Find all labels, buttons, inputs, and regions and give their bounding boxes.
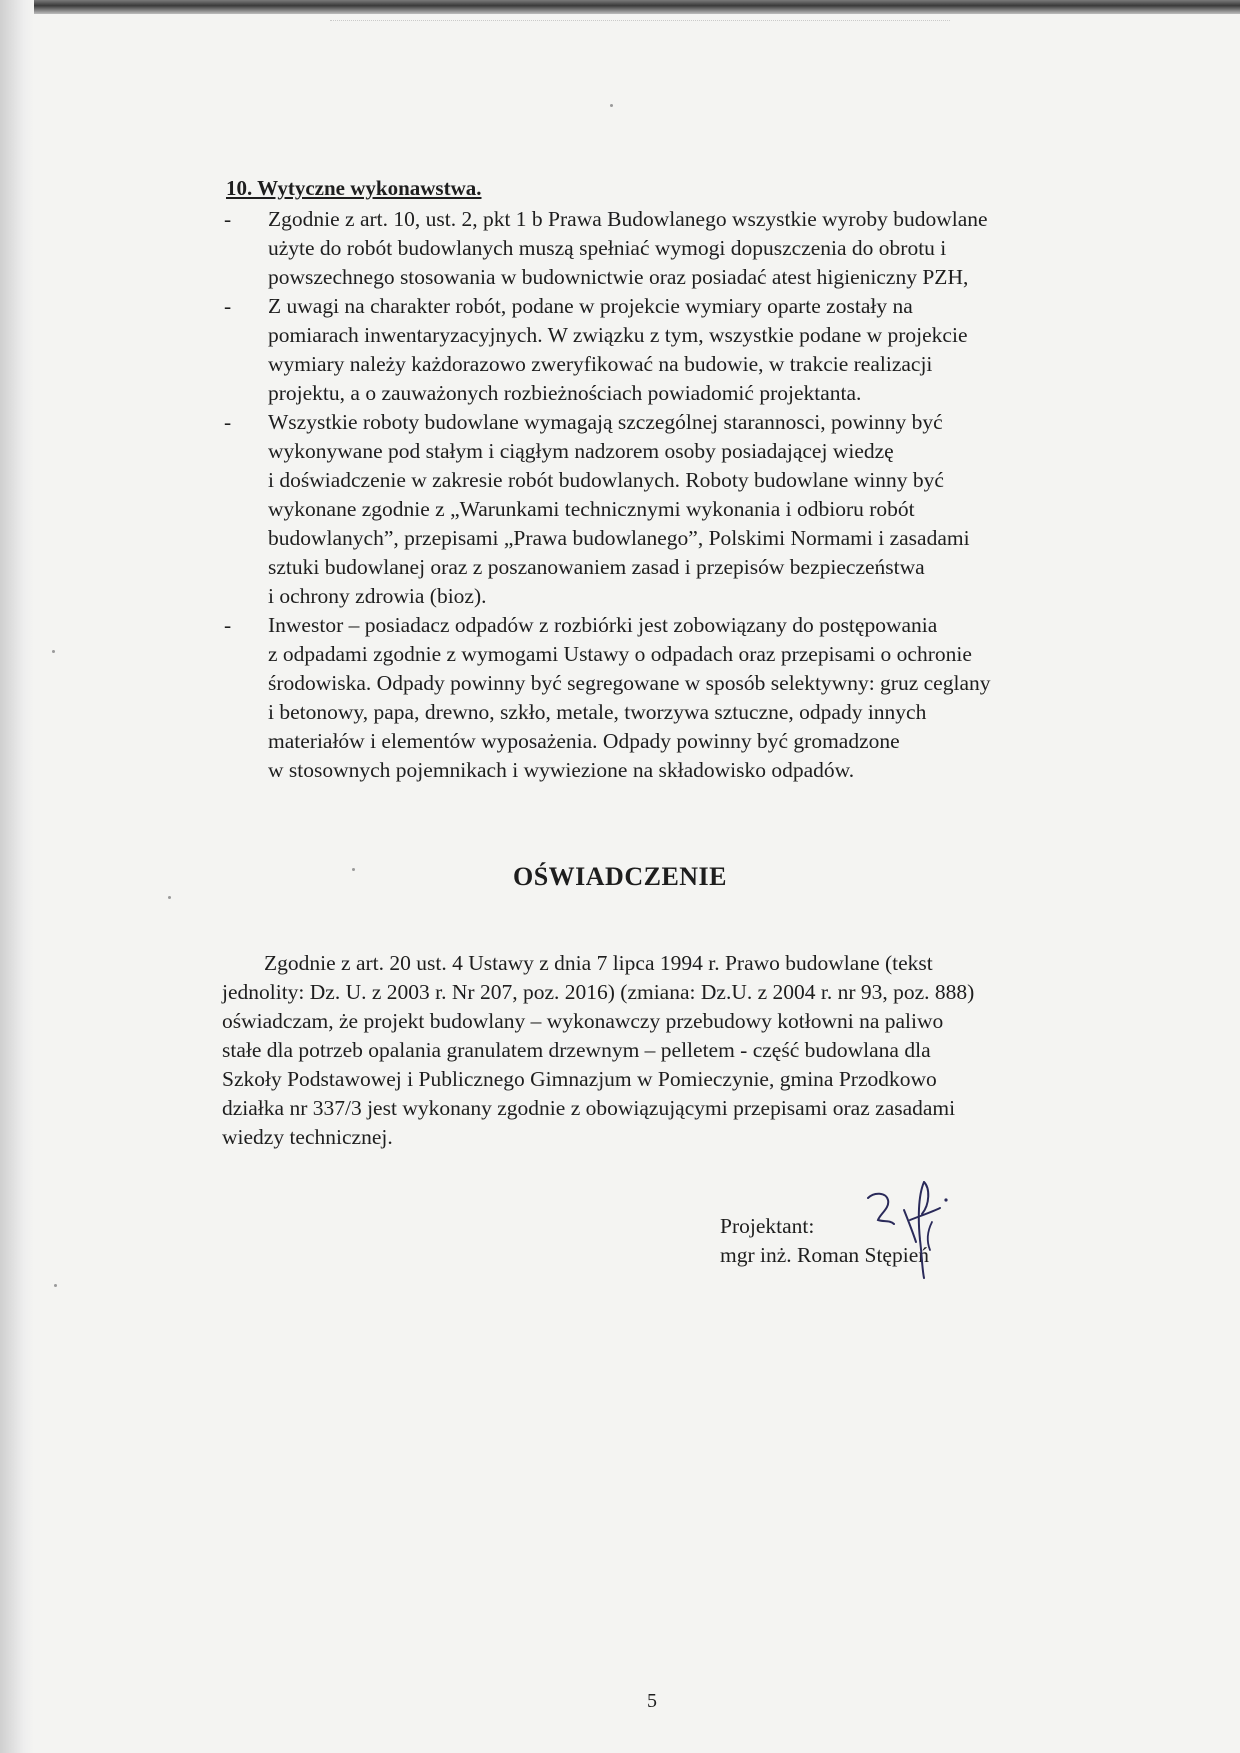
scan-noise: [330, 20, 950, 27]
declaration-line: oświadczam, że projekt budowlany – wykonawczy przebudowy kotłowni na paliwo: [222, 1009, 944, 1033]
bullet-line: Wszystkie roboty budowlane wymagają szczególnej starannosci, powinny być: [268, 410, 943, 434]
declaration-line: wiedzy technicznej.: [222, 1125, 393, 1149]
handwritten-signature: [860, 1170, 970, 1280]
bullet-line: użyte do robót budowlanych muszą spełniać wymogi dopuszczenia do obrotu i: [268, 236, 947, 260]
bullet-line: i doświadczenie w zakresie robót budowlanych. Roboty budowlane winny być: [268, 468, 944, 492]
page-number: 5: [647, 1690, 657, 1712]
bullet-line: Z uwagi na charakter robót, podane w projekcie wymiary oparte zostały na: [268, 294, 913, 318]
scan-speck: [54, 1284, 57, 1287]
declaration-line: jednolity: Dz. U. z 2003 r. Nr 207, poz. 2016) (zmiana: Dz.U. z 2004 r. nr 93, poz. 888): [222, 980, 975, 1004]
list-item: [220, 205, 1120, 292]
scan-speck: [168, 896, 171, 899]
bullet-line: sztuki budowlanej oraz z poszanowaniem zasad i przepisów bezpieczeństwa: [268, 555, 925, 579]
bullet-dash: -: [224, 410, 232, 434]
declaration-title: OŚWIADCZENIE: [512, 862, 728, 891]
bullet-line: Zgodnie z art. 10, ust. 2, pkt 1 b Prawa Budowlanego wszystkie wyroby budowlane: [268, 207, 988, 231]
bullet-line: w stosownych pojemnikach i wywiezione na składowisko odpadów.: [268, 758, 855, 782]
bullet-dash: -: [224, 207, 232, 231]
bullet-line: i betonowy, papa, drewno, szkło, metale, tworzywa sztuczne, odpady innych: [268, 700, 927, 724]
guidelines-list: [220, 205, 1120, 785]
bullet-dash: -: [224, 613, 232, 637]
bullet-line: pomiarach inwentaryzacyjnych. W związku z tym, wszystkie podane w projekcie: [268, 323, 968, 347]
bullet-line: wymiary należy każdorazowo zweryfikować na budowie, w trakcie realizacji: [268, 352, 933, 376]
bullet-line: wykonane zgodnie z „Warunkami technicznymi wykonania i odbioru robót: [268, 497, 915, 521]
designer-role-label: Projektant:: [720, 1214, 815, 1238]
designer-name: mgr inż. Roman Stępień: [720, 1243, 929, 1267]
declaration-line: Zgodnie z art. 20 ust. 4 Ustawy z dnia 7 lipca 1994 r. Prawo budowlane (tekst: [264, 951, 933, 975]
scan-speck: [610, 104, 613, 107]
scan-speck: [52, 650, 55, 653]
bullet-line: powszechnego stosowania w budownictwie oraz posiadać atest higieniczny PZH,: [268, 265, 969, 289]
declaration-line: Szkoły Podstawowej i Publicznego Gimnazjum w Pomieczynie, gmina Przodkowo: [222, 1067, 937, 1091]
bullet-dash: -: [224, 294, 232, 318]
declaration-body: [222, 949, 1102, 1152]
bullet-line: budowlanych”, przepisami „Prawa budowlanego”, Polskimi Normami i zasadami: [268, 526, 970, 550]
section-heading: 10. Wytyczne wykonawstwa.: [226, 176, 482, 200]
bullet-line: Inwestor – posiadacz odpadów z rozbiórki jest zobowiązany do postępowania: [268, 613, 938, 637]
declaration-line: działka nr 337/3 jest wykonany zgodnie z obowiązującymi przepisami oraz zasadami: [222, 1096, 956, 1120]
list-item: [220, 408, 1120, 611]
bullet-line: projektu, a o zauważonych rozbieżnościach powiadomić projektanta.: [268, 381, 862, 405]
bullet-line: i ochrony zdrowia (bioz).: [268, 584, 487, 608]
bullet-line: środowiska. Odpady powinny być segregowane w sposób selektywny: gruz ceglany: [268, 671, 991, 695]
list-item: [220, 292, 1120, 408]
bullet-line: wykonywane pod stałym i ciągłym nadzorem osoby posiadającej wiedzę: [268, 439, 894, 463]
bullet-line: materiałów i elementów wyposażenia. Odpady powinny być gromadzone: [268, 729, 900, 753]
list-item: [220, 611, 1120, 785]
bullet-line: z odpadami zgodnie z wymogami Ustawy o odpadach oraz przepisami o ochronie: [268, 642, 972, 666]
declaration-line: stałe dla potrzeb opalania granulatem drzewnym – pelletem - część budowlana dla: [222, 1038, 931, 1062]
scan-top-edge: [0, 0, 1240, 14]
